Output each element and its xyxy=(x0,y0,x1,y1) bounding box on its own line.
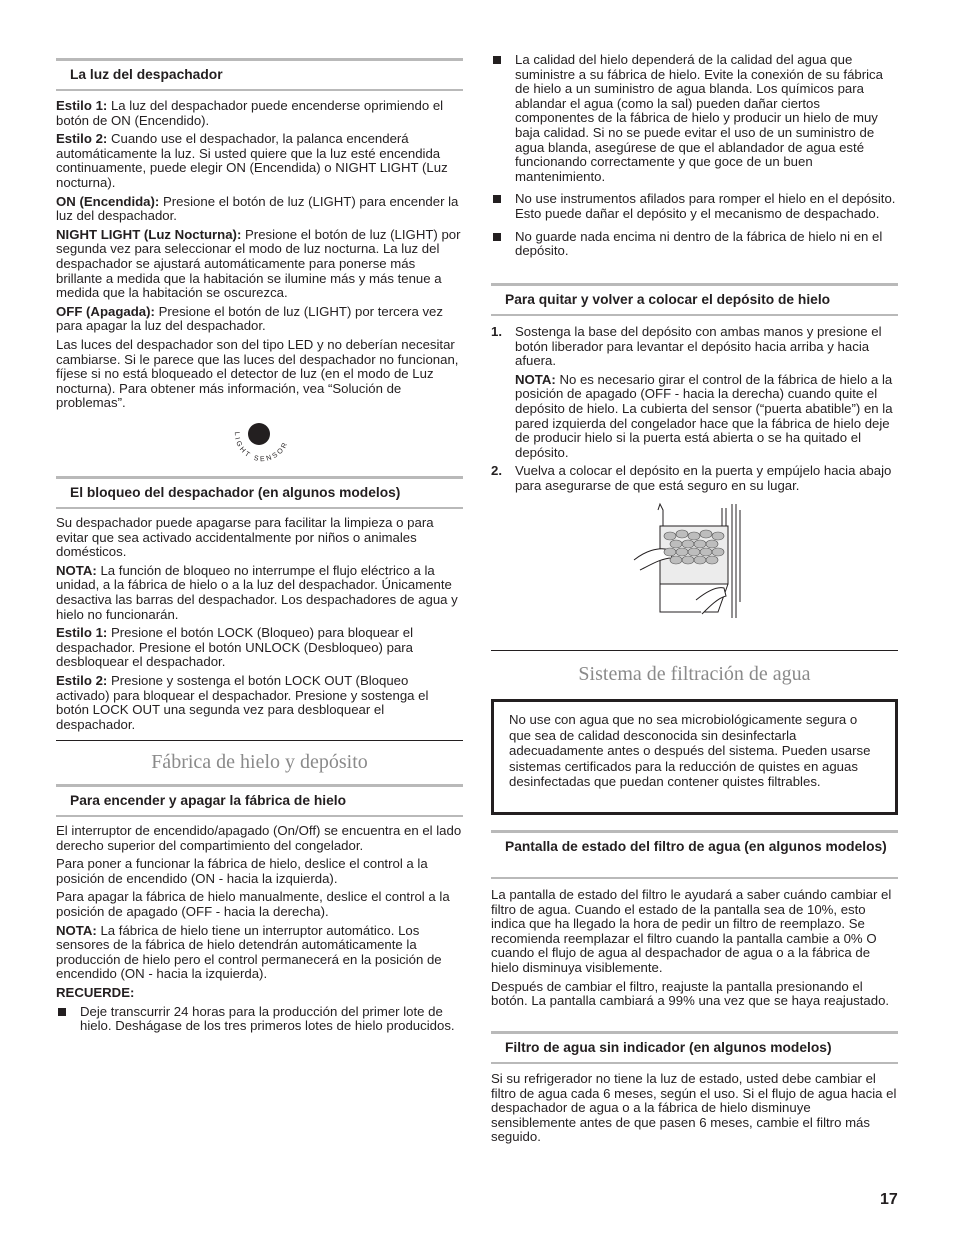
pantalla-p1: La pantalla de estado del filtro le ayudará a saber cuándo cambiar el filtro de agua. Cuando el estado de la pantalla sea de 10%, esto indica que ha llegado la hora de pedir un filtro de reemplazo. Se recomienda reemplazar el filtro cuando la pantalla cambie a 0% O cuando el flujo de agua al despachador de agua o a la fábrica de hielo disminuya visiblemente. xyxy=(491,887,892,975)
luz-estilo2: Estilo 2: Cuando use el despachador, la palanca encenderá automáticamente la luz. Si usted quiere que la luz esté encendida continuamente, puede elegir ON (Encendida) o NIGHT LIGHT (Luz nocturna). xyxy=(56,131,448,190)
pantalla-body xyxy=(491,888,898,1009)
ice-bin-illustration xyxy=(630,502,756,626)
list-item: La calidad del hielo dependerá de la calidad del agua que suministre a su fábrica de hielo. Evite la conexión de su fábrica de hielo a un suministro de agua blanda. Los químicos para ablandar el agua (como la sal) pueden dañar ciertos componentes de la fábrica de hielo y producir un hielo de muy baja calidad. Si no se puede evitar el uso de un suministro de agua blanda, asegúrese de que el ablandador de agua esté funcionando correctamente y que goce de un buen mantenimiento. xyxy=(491,53,898,184)
sin-indicador-body xyxy=(491,1072,898,1145)
bloqueo-body xyxy=(56,516,463,732)
luz-body xyxy=(56,99,463,411)
section-heading-deposito: Para quitar y volver a colocar el depósito de hielo xyxy=(491,283,898,316)
page-number: 17 xyxy=(880,1191,898,1208)
bullet-square-icon xyxy=(493,233,501,241)
sin-indicador-p1: Si su refrigerador no tiene la luz de estado, usted debe cambiar el filtro de agua cada 6 meses, según el uso. Si el flujo de agua hacia el despachador de agua o a la fábrica de hielo disminuye sensiblemente antes de que pasen 6 meses, cambie el filtro más seguido. xyxy=(491,1071,897,1145)
bloqueo-estilo1: Estilo 1: Presione el botón LOCK (Bloqueo) para bloquear el despachador. Presione el botón UNLOCK (Desbloqueo) para desbloquear el despachador. xyxy=(56,625,414,670)
luz-off: OFF (Apagada): Presione el botón de luz (LIGHT) por tercera vez para apagar la luz del despachador. xyxy=(56,303,443,334)
bloqueo-estilo2: Estilo 2: Presione y sostenga el botón LOCK OUT (Bloqueo activado) para bloquear el despachador. Presione y sostenga el botón LOCK OUT una segunda vez para desbloquear el despachador. xyxy=(56,672,429,732)
list-item: No use instrumentos afilados para romper el hielo en el depósito. Esto puede dañar el depósito y el mecanismo de despachado. xyxy=(491,192,898,221)
section-heading-luz: La luz del despachador xyxy=(56,58,463,91)
encender-nota: NOTA: La fábrica de hielo tiene un interruptor automático. Los sensores de la fábrica de hielo detendrán automáticamente la producción de hielo pero el control permanecerá en la posición de encendido (ON - hacia la izquierda). xyxy=(56,922,442,982)
encender-body xyxy=(56,824,463,1034)
recuerde-label: RECUERDE: xyxy=(56,984,135,1000)
light-sensor-icon xyxy=(248,423,270,445)
warning-box: No use con agua que no sea microbiológicamente segura o que sea de calidad desconocida sin desinfectarla adecuadamente antes o después del sistema. Pueden usarse sistemas certificados para la reducción de quistes en aguas desinfectadas que puedan contener quistes filtrables. xyxy=(491,699,898,815)
step-2: 2. Vuelva a colocar el depósito en la puerta y empújelo hacia abajo para asegurarse de que está seguro en su lugar. xyxy=(491,463,892,493)
luz-led-note: Las luces del despachador son del tipo LED y no deberían necesitar cambiarse. Si le parece que las luces del despachador no funcionan, fíjese si no está bloqueado el detector de luz (en el modo de Luz nocturna). Para obtener más información, vea “Solución de problemas”. xyxy=(56,336,459,411)
luz-night: NIGHT LIGHT (Luz Nocturna): Presione el botón de luz (LIGHT) por segunda vez para seleccionar el modo de luz nocturna. La luz del despachador se ajustará automáticamente para ponerse más brillante a medida que la habitación se ilumine más y más tenue a medida que la habitación se oscurezca. xyxy=(56,226,461,301)
list-item: Deje transcurrir 24 horas para la producción del primer lote de hielo. Deshágase de los tres primeros lotes de hielo producidos. xyxy=(56,1005,463,1034)
bullet-square-icon xyxy=(58,1008,66,1016)
luz-on: ON (Encendida): Presione el botón de luz (LIGHT) para encender la luz del despachador. xyxy=(56,193,459,224)
section-heading-encender: Para encender y apagar la fábrica de hielo xyxy=(56,784,463,817)
encender-p3: Para apagar la fábrica de hielo manualmente, deslice el control a la posición de apagado (OFF - hacia la derecha). xyxy=(56,889,450,919)
deposito-nota: NOTA: No es necesario girar el control de la fábrica de hielo a la posición de apagado (OFF - hacia la derecha) cuando quite el depósito de hielo. La cubierta del sensor (“puerta abatible”) en la pared izquierda del congelador hace que la fábrica de hielo deje de producir hielo si la puerta está abierta o se ha quitado el depósito. xyxy=(515,371,893,460)
bullet-square-icon xyxy=(493,195,501,203)
deposito-body xyxy=(491,325,898,494)
encender-p2: Para poner a funcionar la fábrica de hielo, deslice el control a la posición de encendido (ON - hacia la izquierda). xyxy=(56,856,428,886)
section-heading-pantalla: Pantalla de estado del filtro de agua (en algunos modelos) xyxy=(491,830,898,879)
bullet-square-icon xyxy=(493,56,501,64)
filtracion-title: Sistema de filtración de agua xyxy=(491,650,898,696)
light-sensor-illustration xyxy=(233,420,313,464)
luz-estilo1: Estilo 1: La luz del despachador puede encenderse oprimiendo el botón de ON (Encendido). xyxy=(56,98,444,128)
fabrica-title: Fábrica de hielo y depósito xyxy=(56,740,463,782)
encender-p1: El interruptor de encendido/apagado (On/Off) se encuentra en el lado derecho superior del compartimiento del congelador. xyxy=(56,823,462,853)
pantalla-p2: Después de cambiar el filtro, reajuste la pantalla presionando el botón. La pantalla cambiará a 99% una vez que se haya reajustado. xyxy=(491,978,890,1009)
section-heading-sin-indicador: Filtro de agua sin indicador (en algunos modelos) xyxy=(491,1031,898,1064)
step-1: 1. Sostenga la base del depósito con ambas manos y presione el botón liberador para levantar el depósito hacia arriba y hacia afuera. xyxy=(491,324,882,369)
sensor-label: LIGHT SENSOR xyxy=(233,431,290,464)
bloqueo-intro: Su despachador puede apagarse para facilitar la limpieza o para evitar que sea activado accidentalmente por niños o animales domésticos. xyxy=(56,515,434,560)
ice-quality-bullets xyxy=(491,53,898,259)
bloqueo-nota: NOTA: La función de bloqueo no interrumpe el flujo eléctrico a la unidad, a la fábrica de hielo o a la luz del despachador. Únicamente desactiva las barras del despachador. Los despachadores de agua y hielo no funcionarán. xyxy=(56,562,458,622)
section-heading-bloqueo: El bloqueo del despachador (en algunos modelos) xyxy=(56,476,463,509)
list-item: No guarde nada encima ni dentro de la fábrica de hielo ni en el depósito. xyxy=(491,230,898,259)
